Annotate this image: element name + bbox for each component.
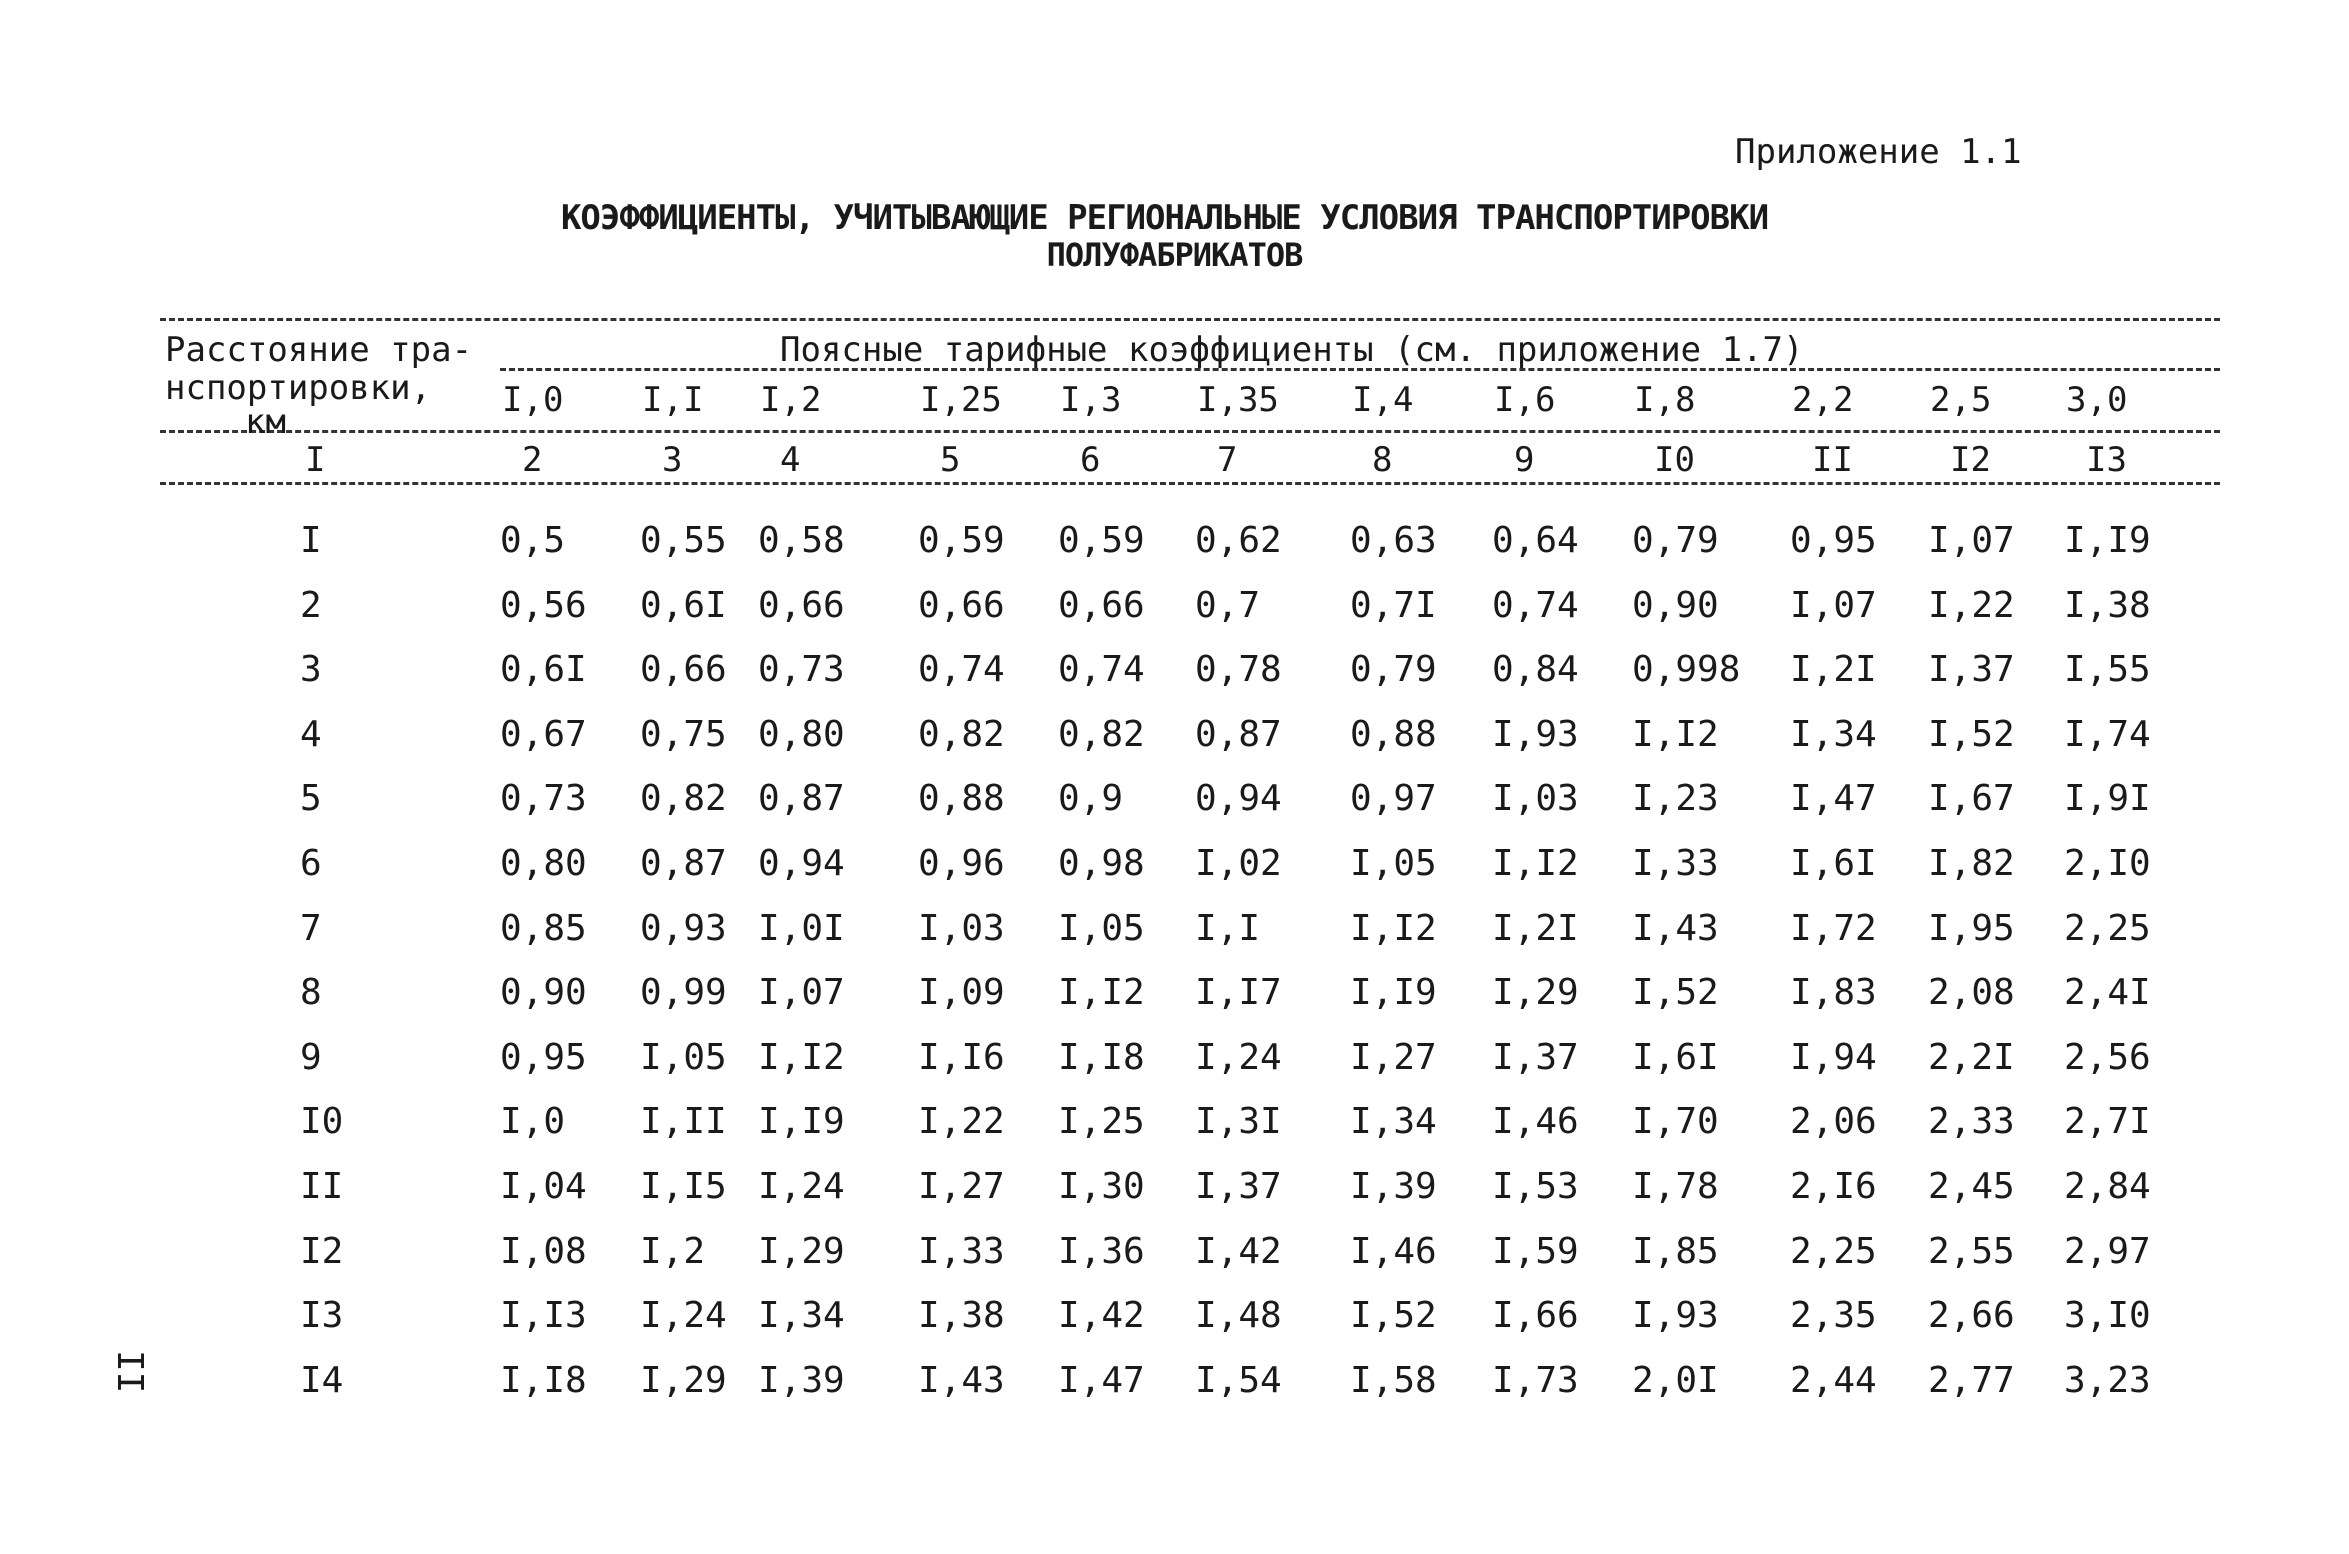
coefficient-cell: I,29 <box>1492 972 1579 1014</box>
coefficient-cell: I,04 <box>500 1166 587 1207</box>
zone-header: 2,2 <box>1792 380 1854 420</box>
distance-cell: I4 <box>300 1359 344 1401</box>
annex-label: Приложение 1.1 <box>1735 132 2022 172</box>
coefficient-cell: 2,66 <box>1928 1295 2015 1337</box>
coefficient-cell: I,03 <box>1492 778 1579 820</box>
coefficient-cell: I,38 <box>2064 584 2151 626</box>
coefficient-cell: I,27 <box>918 1166 1005 1207</box>
column-number: 6 <box>1080 440 1101 480</box>
zone-header: I,2 <box>760 380 822 420</box>
coefficient-cell: 0,67 <box>500 713 587 755</box>
coefficient-cell: I,05 <box>640 1036 727 1078</box>
zone-header: I,4 <box>1352 380 1414 420</box>
coefficient-cell: I,33 <box>1632 843 1719 884</box>
coefficient-cell: I,I3 <box>500 1295 587 1337</box>
coefficient-cell: I,2I <box>1492 907 1579 949</box>
coefficient-cell: I,25 <box>1058 1101 1145 1143</box>
distance-cell: 4 <box>300 713 322 755</box>
coefficient-cell: I,24 <box>758 1166 845 1207</box>
coefficient-cell: 0,80 <box>500 843 587 884</box>
coefficient-cell: 0,82 <box>918 713 1005 755</box>
coefficient-cell: 0,73 <box>758 649 845 691</box>
coefficient-cell: I,37 <box>1928 649 2015 691</box>
coefficient-cell: 3,23 <box>2064 1359 2151 1401</box>
coefficient-cell: 2,84 <box>2064 1166 2151 1207</box>
coefficient-cell: I,23 <box>1632 778 1719 820</box>
coefficient-cell: 0,66 <box>758 584 845 626</box>
coefficient-cell: 0,95 <box>1790 520 1877 561</box>
distance-cell: 8 <box>300 972 322 1014</box>
coefficient-cell: 0,84 <box>1492 649 1579 691</box>
header-distance-2: нспортировки, <box>165 368 432 408</box>
coefficient-cell: I,73 <box>1492 1359 1579 1401</box>
coefficient-cell: I,39 <box>758 1359 845 1401</box>
coefficient-cell: 0,99 <box>640 972 727 1014</box>
coefficient-cell: 2,77 <box>1928 1359 2015 1401</box>
rule-bottom <box>160 482 2220 485</box>
column-number: 7 <box>1217 440 1238 480</box>
column-number: I <box>305 440 326 480</box>
coefficient-cell: I,34 <box>1790 713 1877 755</box>
coefficient-cell: 0,82 <box>1058 713 1145 755</box>
coefficient-cell: 2,97 <box>2064 1230 2151 1272</box>
coefficient-cell: 0,87 <box>640 843 727 884</box>
coefficient-cell: 0,90 <box>500 972 587 1014</box>
coefficient-cell: 0,73 <box>500 778 587 820</box>
coefficient-cell: I,47 <box>1790 778 1877 820</box>
zone-header: I,3 <box>1060 380 1122 420</box>
coefficient-cell: I,24 <box>640 1295 727 1337</box>
coefficient-cell: 0,58 <box>758 520 845 561</box>
coefficient-cell: I,53 <box>1492 1166 1579 1207</box>
distance-cell: I2 <box>300 1230 344 1272</box>
zone-header: I,35 <box>1197 380 1279 420</box>
zone-header: I,0 <box>502 380 564 420</box>
coefficient-cell: I,I9 <box>2064 520 2151 561</box>
coefficient-cell: 2,I0 <box>2064 843 2151 884</box>
coefficient-cell: 2,06 <box>1790 1101 1877 1143</box>
coefficient-cell: I,08 <box>500 1230 587 1272</box>
coefficient-cell: I,30 <box>1058 1166 1145 1207</box>
coefficient-cell: I,2 <box>640 1230 706 1272</box>
coefficient-cell: I,I8 <box>1058 1036 1145 1078</box>
coefficient-cell: I,05 <box>1350 843 1437 884</box>
column-number: I2 <box>1950 440 1991 480</box>
coefficient-cell: I,29 <box>640 1359 727 1401</box>
distance-cell: II <box>300 1166 344 1207</box>
coefficient-cell: I,59 <box>1492 1230 1579 1272</box>
coefficient-cell: 0,94 <box>1195 778 1282 820</box>
coefficient-cell: 0,7I <box>1350 584 1437 626</box>
rule-top <box>160 318 2220 321</box>
zone-header: I,25 <box>920 380 1002 420</box>
column-number: 4 <box>780 440 801 480</box>
coefficient-cell: I,I <box>1195 907 1261 949</box>
coefficient-cell: I,58 <box>1350 1359 1437 1401</box>
distance-cell: I3 <box>300 1295 344 1337</box>
coefficient-cell: I,0 <box>500 1101 566 1143</box>
coefficient-cell: I,52 <box>1928 713 2015 755</box>
coefficient-cell: 0,87 <box>1195 713 1282 755</box>
coefficient-cell: I,82 <box>1928 843 2015 884</box>
coefficient-cell: I,42 <box>1058 1295 1145 1337</box>
page-number: II <box>109 1350 150 1394</box>
column-number: II <box>1812 440 1853 480</box>
coefficient-cell: I,94 <box>1790 1036 1877 1078</box>
coefficient-cell: 2,55 <box>1928 1230 2015 1272</box>
coefficient-cell: 0,5 <box>500 520 566 561</box>
coefficient-cell: I,54 <box>1195 1359 1282 1401</box>
coefficient-cell: I,03 <box>918 907 1005 949</box>
zone-header: I,8 <box>1634 380 1696 420</box>
coefficient-cell: 0,7 <box>1195 584 1261 626</box>
coefficient-cell: I,66 <box>1492 1295 1579 1337</box>
coefficient-cell: I,22 <box>918 1101 1005 1143</box>
coefficient-cell: I,29 <box>758 1230 845 1272</box>
coefficient-cell: 0,85 <box>500 907 587 949</box>
coefficient-cell: 0,93 <box>640 907 727 949</box>
coefficient-cell: 0,88 <box>1350 713 1437 755</box>
coefficient-cell: I,93 <box>1632 1295 1719 1337</box>
coefficient-cell: I,46 <box>1350 1230 1437 1272</box>
coefficient-cell: 3,I0 <box>2064 1295 2151 1337</box>
coefficient-cell: 0,998 <box>1632 649 1741 691</box>
coefficient-cell: I,I2 <box>758 1036 845 1078</box>
distance-cell: 7 <box>300 907 322 949</box>
title-line-2: ПОЛУФАБРИКАТОВ <box>1046 236 1303 274</box>
coefficient-cell: 0,63 <box>1350 520 1437 561</box>
coefficient-cell: 2,08 <box>1928 972 2015 1014</box>
coefficient-cell: I,I9 <box>1350 972 1437 1014</box>
coefficient-cell: 2,56 <box>2064 1036 2151 1078</box>
coefficient-cell: I,24 <box>1195 1036 1282 1078</box>
coefficient-cell: 0,98 <box>1058 843 1145 884</box>
coefficient-cell: 2,I6 <box>1790 1166 1877 1207</box>
distance-cell: I0 <box>300 1101 344 1143</box>
column-number: 5 <box>940 440 961 480</box>
coefficient-cell: I,27 <box>1350 1036 1437 1078</box>
coefficient-cell: 0,9 <box>1058 778 1124 820</box>
coefficient-cell: I,43 <box>1632 907 1719 949</box>
coefficient-cell: 0,62 <box>1195 520 1282 561</box>
coefficient-cell: I,09 <box>918 972 1005 1014</box>
coefficient-cell: I,I2 <box>1058 972 1145 1014</box>
coefficient-cell: I,I6 <box>918 1036 1005 1078</box>
coefficient-cell: I,85 <box>1632 1230 1719 1272</box>
coefficient-cell: I,I8 <box>500 1359 587 1401</box>
coefficient-cell: 0,97 <box>1350 778 1437 820</box>
coefficient-cell: I,9I <box>2064 778 2151 820</box>
coefficient-cell: 2,45 <box>1928 1166 2015 1207</box>
coefficient-cell: I,67 <box>1928 778 2015 820</box>
coefficient-cell: 0,94 <box>758 843 845 884</box>
coefficient-cell: I,07 <box>1790 584 1877 626</box>
coefficient-cell: 0,74 <box>918 649 1005 691</box>
coefficient-cell: 2,4I <box>2064 972 2151 1014</box>
rule-mid <box>160 430 2220 433</box>
coefficient-cell: 0,82 <box>640 778 727 820</box>
coefficient-cell: I,37 <box>1195 1166 1282 1207</box>
coefficient-cell: I,52 <box>1632 972 1719 1014</box>
coefficient-cell: I,36 <box>1058 1230 1145 1272</box>
column-number: 3 <box>662 440 683 480</box>
coefficient-cell: 0,6I <box>500 649 587 691</box>
coefficient-cell: I,38 <box>918 1295 1005 1337</box>
distance-cell: 2 <box>300 584 322 626</box>
coefficient-cell: 0,87 <box>758 778 845 820</box>
coefficient-cell: I,07 <box>758 972 845 1014</box>
coefficient-cell: I,07 <box>1928 520 2015 561</box>
coefficient-cell: I,I7 <box>1195 972 1282 1014</box>
coefficient-cell: I,II <box>640 1101 727 1143</box>
coefficient-cell: I,I2 <box>1492 843 1579 884</box>
coefficient-cell: I,46 <box>1492 1101 1579 1143</box>
coefficient-cell: I,02 <box>1195 843 1282 884</box>
coefficient-cell: 2,44 <box>1790 1359 1877 1401</box>
coefficient-cell: 0,88 <box>918 778 1005 820</box>
coefficient-cell: 0,55 <box>640 520 727 561</box>
coefficient-cell: I,22 <box>1928 584 2015 626</box>
zone-header: 3,0 <box>2066 380 2128 420</box>
distance-cell: I <box>300 520 322 561</box>
coefficient-cell: I,83 <box>1790 972 1877 1014</box>
coefficient-cell: 0,95 <box>500 1036 587 1078</box>
column-number: I0 <box>1654 440 1695 480</box>
coefficient-cell: I,3I <box>1195 1101 1282 1143</box>
coefficient-cell: 0,6I <box>640 584 727 626</box>
zone-header: I,I <box>642 380 704 420</box>
coefficient-cell: I,I9 <box>758 1101 845 1143</box>
coefficient-cell: I,47 <box>1058 1359 1145 1401</box>
coefficient-cell: 0,64 <box>1492 520 1579 561</box>
coefficient-cell: I,70 <box>1632 1101 1719 1143</box>
coefficient-cell: I,6I <box>1632 1036 1719 1078</box>
coefficient-cell: I,I2 <box>1350 907 1437 949</box>
coefficient-cell: 0,66 <box>1058 584 1145 626</box>
coefficient-cell: I,48 <box>1195 1295 1282 1337</box>
coefficient-cell: I,74 <box>2064 713 2151 755</box>
coefficient-cell: 0,79 <box>1632 520 1719 561</box>
coefficient-cell: I,93 <box>1492 713 1579 755</box>
coefficient-cell: 0,56 <box>500 584 587 626</box>
title-line-1: КОЭФФИЦИЕНТЫ, УЧИТЫВАЮЩИЕ РЕГИОНАЛЬНЫЕ УСЛОВИЯ ТРАНСПОРТИРОВКИ <box>560 198 1769 238</box>
coefficient-cell: 0,96 <box>918 843 1005 884</box>
coefficient-cell: I,39 <box>1350 1166 1437 1207</box>
coefficient-cell: I,33 <box>918 1230 1005 1272</box>
coefficient-cell: 0,74 <box>1058 649 1145 691</box>
coefficient-cell: I,I2 <box>1632 713 1719 755</box>
coefficient-cell: I,34 <box>1350 1101 1437 1143</box>
coefficient-cell: 0,75 <box>640 713 727 755</box>
coefficient-cell: 0,90 <box>1632 584 1719 626</box>
coefficient-cell: 0,74 <box>1492 584 1579 626</box>
coefficient-cell: 0,66 <box>918 584 1005 626</box>
header-distance-3: км <box>245 402 286 442</box>
coefficient-cell: 0,59 <box>1058 520 1145 561</box>
coefficient-cell: I,78 <box>1632 1166 1719 1207</box>
coefficient-cell: I,0I <box>758 907 845 949</box>
coefficient-cell: I,55 <box>2064 649 2151 691</box>
coefficient-cell: 2,25 <box>1790 1230 1877 1272</box>
zone-header: 2,5 <box>1930 380 1992 420</box>
column-number: 9 <box>1514 440 1535 480</box>
coefficient-cell: I,37 <box>1492 1036 1579 1078</box>
distance-cell: 5 <box>300 778 322 820</box>
coefficient-cell: I,2I <box>1790 649 1877 691</box>
header-group: Поясные тарифные коэффициенты (см. приложение 1.7) <box>780 330 1804 370</box>
distance-cell: 6 <box>300 843 322 884</box>
coefficient-cell: 2,35 <box>1790 1295 1877 1337</box>
coefficient-cell: I,52 <box>1350 1295 1437 1337</box>
coefficient-cell: 0,79 <box>1350 649 1437 691</box>
coefficient-cell: I,05 <box>1058 907 1145 949</box>
zone-header: I,6 <box>1494 380 1556 420</box>
header-distance-1: Расстояние тра- <box>165 330 473 370</box>
distance-cell: 3 <box>300 649 322 691</box>
coefficient-cell: 0,80 <box>758 713 845 755</box>
coefficient-cell: 0,66 <box>640 649 727 691</box>
coefficient-cell: I,I5 <box>640 1166 727 1207</box>
coefficient-cell: I,95 <box>1928 907 2015 949</box>
coefficient-cell: I,6I <box>1790 843 1877 884</box>
coefficient-cell: 0,78 <box>1195 649 1282 691</box>
column-number: 2 <box>522 440 543 480</box>
distance-cell: 9 <box>300 1036 322 1078</box>
coefficient-cell: 2,2I <box>1928 1036 2015 1078</box>
coefficient-cell: I,42 <box>1195 1230 1282 1272</box>
coefficient-cell: 2,25 <box>2064 907 2151 949</box>
column-number: I3 <box>2086 440 2127 480</box>
coefficient-cell: I,43 <box>918 1359 1005 1401</box>
coefficient-cell: 2,0I <box>1632 1359 1719 1401</box>
coefficient-cell: I,34 <box>758 1295 845 1337</box>
coefficient-cell: I,72 <box>1790 907 1877 949</box>
column-number: 8 <box>1372 440 1393 480</box>
coefficient-cell: 2,33 <box>1928 1101 2015 1143</box>
coefficient-cell: 2,7I <box>2064 1101 2151 1143</box>
coefficient-cell: 0,59 <box>918 520 1005 561</box>
